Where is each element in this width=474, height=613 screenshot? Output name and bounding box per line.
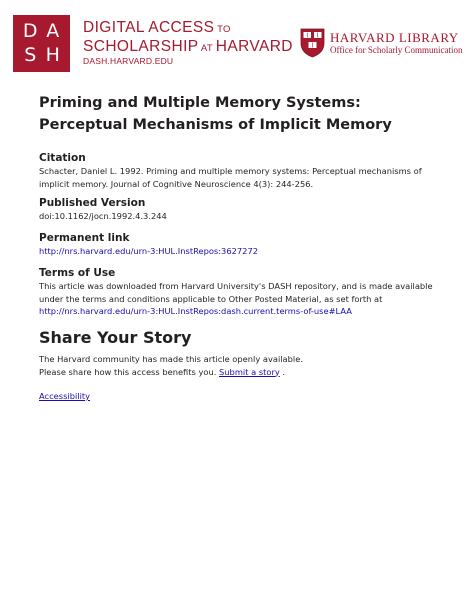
dash-logo-letter-s: S [24, 43, 37, 66]
harvard-library-subtitle: Office for Scholarly Communication [330, 45, 463, 55]
published-version-heading: Published Version [39, 197, 146, 209]
header [0, 0, 474, 80]
dash-title-line1 [83, 19, 293, 38]
dash-logo-letter-h: H [45, 43, 60, 66]
published-version-doi: doi:10.1162/jocn.1992.4.3.244 [39, 211, 167, 221]
terms-of-use-url[interactable]: http://nrs.harvard.edu/urn-3:HUL.InstRepos:dash.current.terms-of-use#LAA [39, 306, 352, 316]
share-line2-suffix: . [279, 366, 286, 377]
dash-logo-letter-a: A [46, 20, 60, 42]
share-line1: The Harvard community has made this article openly available. [39, 354, 303, 364]
share-your-story-heading: Share Your Story [39, 328, 192, 347]
dash-title-line1-small: TO [214, 24, 231, 35]
dash-title-line1-main: DIGITAL ACCESS [83, 19, 215, 36]
permanent-link-heading: Permanent link [39, 232, 130, 244]
permanent-link-text [39, 245, 439, 258]
document-title: Priming and Multiple Memory Systems: Perceptual Mechanisms of Implicit Memory [39, 95, 392, 133]
submit-a-story-link[interactable]: Submit a story [219, 366, 280, 377]
share-line2-prefix: Please share how this access benefits you. [39, 366, 220, 377]
dash-title-line2-end: HARVARD [215, 38, 293, 55]
dash-url[interactable]: DASH.HARVARD.EDU [83, 56, 174, 66]
terms-of-use-text [39, 280, 439, 318]
citation-text: Schacter, Daniel L. 1992. Priming and multiple memory systems: Perceptual mechanisms of implicit memory. Journal of Cognitive Neuroscience 4(3): 244-256. [39, 166, 422, 189]
terms-of-use-heading: Terms of Use [39, 267, 116, 279]
citation-heading: Citation [39, 152, 86, 164]
harvard-library-title[interactable]: HARVARD LIBRARY [330, 30, 459, 45]
share-line2 [39, 366, 439, 379]
terms-of-use-body: This article was downloaded from Harvard University's DASH repository, and is made available under the terms and conditions applicable to Other Posted Material, as set forth at [39, 281, 433, 304]
dash-logo-letter-d: D [22, 20, 38, 42]
permanent-link-section [39, 231, 439, 258]
dash-logo[interactable] [13, 15, 70, 72]
share-your-story-text [39, 353, 439, 378]
terms-of-use-section [39, 266, 439, 318]
dash-title[interactable] [83, 19, 293, 57]
dash-title-line2-small: AT [198, 43, 216, 54]
harvard-shield-icon [300, 28, 325, 58]
permanent-link-url[interactable]: http://nrs.harvard.edu/urn-3:HUL.InstRepos:3627272 [39, 246, 259, 256]
dash-title-line2-main: SCHOLARSHIP [83, 38, 199, 55]
dash-title-line2 [83, 38, 293, 57]
published-version-section [39, 196, 439, 223]
citation-section [39, 151, 439, 190]
accessibility-link[interactable]: Accessibility [39, 391, 91, 401]
